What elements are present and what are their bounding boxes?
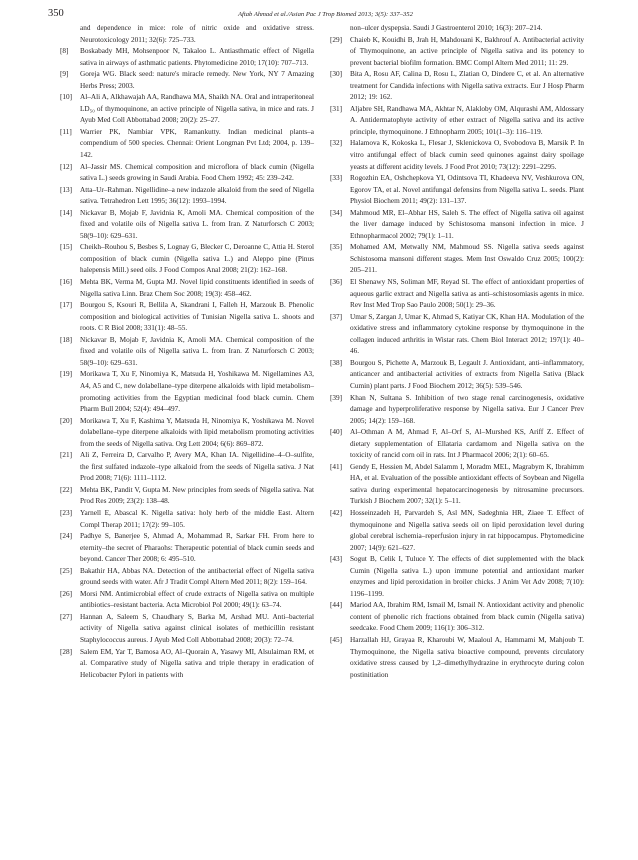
reference-entry	[330, 635, 584, 681]
reference-text: Mohamed AM, Metwally NM, Mahmoud SS. Nigella sativa seeds against Schistosoma mansoni different stages. Mem Inst Oswaldo Cruz 2005; 100(2): 205–211.	[350, 243, 584, 275]
reference-text: Ali Z, Ferreira D, Carvalho P, Avery MA, Khan IA. Nigellidine–4–O–sulfite, the first sulfated indazole–type alkaloid from the seeds of Nigella sativa. J Nat Prod 2008; 71(6): 1111–1112.	[80, 451, 314, 483]
reference-number: [29]	[330, 35, 343, 44]
reference-entry	[60, 612, 314, 647]
reference-entry	[60, 566, 314, 589]
reference-entry	[330, 358, 584, 393]
reference-text: Nickavar B, Mojab F, Javidnia K, Amoli MA. Chemical composition of the fixed and volatile oils of Nigella sativa L. from Iran. Z Naturforsch C 2003; 58(9–10): 629–631.	[80, 335, 314, 367]
reference-entry	[60, 185, 314, 208]
reference-number: [13]	[60, 185, 73, 194]
reference-entry	[60, 46, 314, 69]
reference-number: [30]	[330, 70, 343, 79]
reference-text: Salem EM, Yar T, Bamosa AO, Al–Quorain A, Yasawy MI, Alsulaiman RM, et al. Comparative study of Nigella sativa and triple therapy in eradication of Helicobacter Pylori in patients with	[80, 647, 314, 679]
reference-text: Mehta BK, Pandit V, Gupta M. New principles from seeds of Nigella sativa. Nat Prod Res 2009; 23(2): 138–48.	[80, 485, 314, 506]
reference-number: [37]	[330, 312, 343, 321]
reference-entry	[330, 393, 584, 428]
reference-entry	[60, 369, 314, 415]
reference-entry	[330, 427, 584, 462]
reference-number: [18]	[60, 335, 73, 344]
reference-entry	[60, 23, 314, 46]
reference-text: El Shenawy NS, Soliman MF, Reyad SI. The effect of antioxidant properties of aqueous garlic extract and Nigella sativa as anti–schistosomiasis agents in mice. Rev Inst Med Trop Sao Paulo 2008; 50(1): 29–36.	[350, 278, 584, 310]
reference-text: Goreja WG. Black seed: nature's miracle remedy. New York, NY 7 Amazing Herbs Press; 2003.	[80, 70, 314, 90]
reference-number: [45]	[330, 635, 343, 644]
reference-entry	[330, 277, 584, 312]
reference-text: Cheikh–Rouhou S, Besbes S, Lognay G, Blecker C, Deroanne C, Attia H. Sterol composition of black cumin (Nigella sativa L.) and Aleppo pine (Pinus halepensis Mill.) seed oils. J Food Compos Anal 2008; 21(2): 162–168.	[80, 243, 314, 275]
reference-text: Harzallah HJ, Grayaa R, Kharoubi W, Maaloul A, Hammami M, Mahjoub T. Thymoquinone, the Nigella sativa bioactive compound, prevents circulatory oxidative stress caused by 1,2–dimethylhydrazine in erythrocyte during colon postinitiation	[350, 635, 584, 679]
reference-text: Al–Ali A, Alkhawajah AA, Randhawa MA, Shaikh NA. Oral and intraperitoneal LD₅₀ of thymoquinone, an active principle of Nigella sativa, in mice and rats. J Ayub Med Coll Abbottabad 2008; 20(2): 25–27.	[80, 93, 314, 125]
reference-text: Khan N, Sultana S. Inhibition of two stage renal carcinogenesis, oxidative damage and hyperproliferative response by Nigella sativa. Eur J Cancer Prev 2005; 14(2): 159–168.	[350, 393, 584, 425]
reference-number: [42]	[330, 508, 343, 517]
reference-number: [35]	[330, 243, 343, 252]
reference-text: Al–Jassir MS. Chemical composition and microflora of black cumin (Nigella sativa L.) seeds growing in Saudi Arabia. Food Chem 1992; 45: 239–242.	[80, 162, 314, 183]
reference-text: Boskabady MH, Mohsenpoor N, Takaloo L. Antiasthmatic effect of Nigella sativa in airways of asthmatic patients. Phytomedicine 2010; 17(10): 707–713.	[80, 47, 314, 67]
reference-text: Morsi NM. Antimicrobial effect of crude extracts of Nigella sativa on multiple antibiotics–resistant bacteria. Acta Microbiol Pol 2000; 49(1): 63–74.	[80, 589, 314, 610]
reference-number: [34]	[330, 208, 343, 217]
reference-entry	[60, 242, 314, 277]
reference-text: Bakathir HA, Abbas NA. Detection of the antibacterial effect of Nigella sativa ground seeds with water. Afr J Tradit Compl Altern Med 2011; 8(2): 159–164.	[80, 566, 314, 587]
reference-entry	[330, 35, 584, 70]
left-reference-column	[60, 23, 314, 681]
reference-number: [12]	[60, 162, 73, 171]
reference-entry	[330, 138, 584, 173]
reference-text: Hannan A, Saleem S, Chaudhary S, Barka M, Arshad MU. Anti–bacterial activity of Nigella sativa against clinical isolates of methicillin resistant Staphylococcus aureus. J Ayub Med Coll Abbottabad 2008; 20(3): 72–74.	[80, 612, 314, 644]
reference-number: [39]	[330, 393, 343, 402]
reference-number: [11]	[60, 127, 72, 136]
reference-text: Mariod AA, Ibrahim RM, Ismail M, Ismail N. Antioxidant activity and phenolic content of phenolic rich fractions obtained from black cumin (Nigella sativa) seedcake. Food Chem 2009; 116(1): 306–312.	[350, 601, 584, 633]
reference-entry	[330, 242, 584, 277]
reference-number: [9]	[60, 70, 69, 79]
reference-text: Yarnell E, Abascal K. Nigella sativa: holy herb of the middle East. Altern Compl Therap 2011; 17(2): 99–105.	[80, 508, 314, 529]
reference-text: Al–Othman A M, Ahmad F, Al–Orf S, Al–Murshed KS, Ariff Z. Effect of dietary supplementation of Ellataria cardamom and Nigella sativa on the toxicity of rancid corn oil in rats. Int J Pharmacol 2006; 2(1): 60–65.	[350, 428, 584, 460]
reference-entry	[60, 127, 314, 162]
reference-entry	[60, 485, 314, 508]
reference-entry	[60, 277, 314, 300]
reference-entry	[330, 312, 584, 358]
running-title: Aftab Ahmad et al./Asian Pac J Trop Biomed 2013; 3(5): 337–352	[238, 11, 413, 18]
reference-entry	[60, 162, 314, 185]
reference-number: [14]	[60, 208, 73, 217]
reference-entry	[330, 23, 584, 35]
reference-text: Rogozhin EA, Oshchepkova YI, Odintsova TI, Khadeeva NV, Veshkurova ON, Egorov TA, et al. Novel antifungal defensins from Nigella sativa L. seeds. Plant Physiol Biochem 2011; 49(2): 131–137.	[350, 174, 584, 206]
reference-number: [27]	[60, 612, 73, 621]
reference-text: Bourgou S, Pichette A, Marzouk B, Legault J. Antioxidant, anti–inflammatory, anticancer and antibacterial activities of extracts from Nigella Sativa (Black Cumin) plant parts. J Food Biochem 2012; 36(5): 539–546.	[350, 358, 584, 390]
reference-text: Aljabre SH, Randhawa MA, Akhtar N, Alakloby OM, Alqurashi AM, Aldossary A. Antidermatophyte activity of ether extract of Nigella sativa and its active principle, thymoquinone. J Ethnopharm 2005; 101(1–3): 116–119.	[350, 104, 584, 136]
reference-number: [43]	[330, 555, 343, 564]
reference-entry	[330, 508, 584, 554]
reference-entry	[60, 647, 314, 682]
reference-entry	[330, 554, 584, 600]
reference-entry	[60, 416, 314, 451]
reference-number: [10]	[60, 93, 73, 102]
reference-entry	[330, 600, 584, 635]
reference-number: [38]	[330, 358, 343, 367]
reference-entry	[330, 104, 584, 139]
reference-entry	[60, 208, 314, 243]
reference-text: Padhye S, Banerjee S, Ahmad A, Mohammad R, Sarkar FH. From here to eternity–the secret of Pharaohs: Therapeutic potential of black cumin seeds and beyond. Cancer Ther 2008; 6: 495–510.	[80, 532, 314, 564]
reference-number: [33]	[330, 174, 343, 183]
reference-entry	[60, 335, 314, 370]
reference-entry	[60, 531, 314, 566]
reference-text: Atta–Ur–Rahman. Nigellidine–a new indazole alkaloid from the seed of Nigella sativa. Tetrahedron Lett 1995; 36(12): 1993–1994.	[80, 185, 314, 206]
reference-entry	[60, 69, 314, 92]
reference-number: [24]	[60, 532, 73, 541]
reference-text: Warrier PK, Nambiar VPK, Ramankutty. Indian medicinal plants–a compendium of 500 species. Chennai: Orient Longman Pvt Ltd; 2004, p. 139–142.	[80, 127, 314, 160]
reference-text: Hosseinzadeh H, Parvardeh S, Asl MN, Sadeghnia HR, Ziaee T. Effect of thymoquinone and Nigella sativa seeds oil on lipid peroxidation level during global cerebral ischemia–reperfusion injury in rat hippocampus. Phytomedicine 2007; 14(9): 621–627.	[350, 508, 584, 552]
reference-text: Morikawa T, Xu F, Kashima Y, Matsuda H, Ninomiya K, Yoshikawa M. Novel dolabellane–type diterpene alkaloids with lipid metabolism promoting activities from the seeds of Nigella sativa. Org Lett 2004; 6(6): 869–872.	[80, 416, 314, 448]
reference-entry	[60, 589, 314, 612]
reference-number: [22]	[60, 485, 73, 494]
reference-number: [20]	[60, 416, 73, 425]
reference-text: Chaieb K, Kouidhi B, Jrah H, Mahdouani K, Bakhrouf A. Antibacterial activity of Thymoquinone, an active principle of Nigella sativa and its potency to prevent bacterial biofilm formation. BMC Compl Altern Med 2011; 11: 29.	[350, 35, 584, 67]
reference-text: Mehta BK, Verma M, Gupta MJ. Novel lipid constituents identified in seeds of Nigella sativa Linn. Braz Chem Soc 2008; 19(3): 458–462.	[80, 278, 314, 298]
reference-number: [41]	[330, 462, 343, 471]
reference-number: [26]	[60, 589, 73, 598]
reference-number: [40]	[330, 428, 343, 437]
reference-text: Bourgou S, Ksouri R, Bellila A, Skandrani I, Falleh H, Marzouk B. Phenolic composition and biological activities of Tunisian Nigella sativa L. shoots and roots. C R Biol 2008; 331(1): 48–55.	[80, 301, 314, 333]
reference-entry	[60, 92, 314, 127]
reference-text: Umar S, Zargan J, Umar K, Ahmad S, Katiyar CK, Khan HA. Modulation of the oxidative stress and inflammatory cytokine response by thymoquinone in the collagen induced arthritis in Wistar rats. Chem Biol Interact 2012; 197(1): 40–46.	[350, 312, 584, 356]
reference-number: [32]	[330, 139, 343, 148]
reference-number: [23]	[60, 508, 73, 517]
reference-entry	[330, 69, 584, 104]
reference-text: Sogut B, Celik I, Tuluce Y. The effects of diet supplemented with the black Cumin (Nigella sativa L.) upon immune potential and antioxidant marker enzymes and lipid peroxidation in broiler chicks. J Anim Vet Adv 2008; 7(10): 1196–1199.	[350, 555, 584, 598]
reference-entry	[330, 173, 584, 208]
right-reference-column	[330, 23, 584, 681]
reference-number: [21]	[60, 451, 73, 460]
reference-text: Gendy E, Hessien M, Abdel Salamm I, Moradm MEL, Magrabym K, Ibrahimm HA, et al. Evaluation of the possible antioxidant effects of Soybean and Nigella sativa during experimental hepatocarcinogenesis by nitrosamine precursors. Turkish J Biochem 2007; 32(1): 5–11.	[350, 462, 584, 506]
reference-text: non–ulcer dyspepsia. Saudi J Gastroenterol 2010; 16(3): 207–214.	[350, 24, 543, 32]
reference-entry	[330, 208, 584, 243]
reference-number: [19]	[60, 370, 73, 379]
reference-number: [44]	[330, 601, 343, 610]
reference-text: Morikawa T, Xu F, Ninomiya K, Matsuda H, Yoshikawa M. Nigellamines A3, A4, A5 and C, new dolabellane–type diterpene alkaloids with lipid metabolism–promoting activities from the Egyptian medicinal food black cumin. Chem Pharm Bull 2004; 52(4): 494–497.	[80, 370, 314, 414]
reference-text: Bita A, Rosu AF, Calina D, Rosu L, Zlatian O, Dindere C, et al. An alternative treatment for Candida infections with Nigella sativa extracts. Eur J Hosp Pharm 2012; 19: 162.	[350, 70, 584, 102]
reference-number: [15]	[60, 243, 73, 252]
reference-text: and dependence in mice: role of nitric oxide and oxidative stress. Neurotoxicology 2011; 32(6): 725–733.	[80, 24, 314, 44]
reference-text: Nickavar B, Mojab F, Javidnia K, Amoli MA. Chemical composition of the fixed and volatile oils of Nigella sativa L. from Iran. Z Naturforsch C 2003; 58(9–10): 629–631.	[80, 208, 314, 240]
reference-number: [25]	[60, 566, 73, 575]
page-number: 350	[48, 8, 64, 19]
reference-number: [17]	[60, 301, 73, 310]
reference-entry	[330, 462, 584, 508]
reference-entry	[60, 300, 314, 335]
reference-text: Halamova K, Kokoska L, Flesar J, Sklenickova O, Svobodova B, Marsik P. In vitro antifungal effect of black cumin seed quinones against dairy spoilage yeasts at different acidity levels. J Food Prot 2010; 73(12): 2291–2295.	[350, 139, 584, 171]
reference-number: [8]	[60, 47, 69, 56]
reference-entry	[60, 450, 314, 485]
reference-number: [16]	[60, 278, 73, 287]
reference-text: Mahmoud MR, El–Abhar HS, Saleh S. The effect of Nigella sativa oil against the liver damage induced by Schistosoma mansoni infection in mice. J Ethnopharmacol 2002; 79(1): 1–11.	[350, 208, 584, 240]
reference-number: [31]	[330, 104, 343, 113]
reference-entry	[60, 508, 314, 531]
reference-number: [28]	[60, 647, 73, 656]
reference-number: [36]	[330, 278, 343, 287]
